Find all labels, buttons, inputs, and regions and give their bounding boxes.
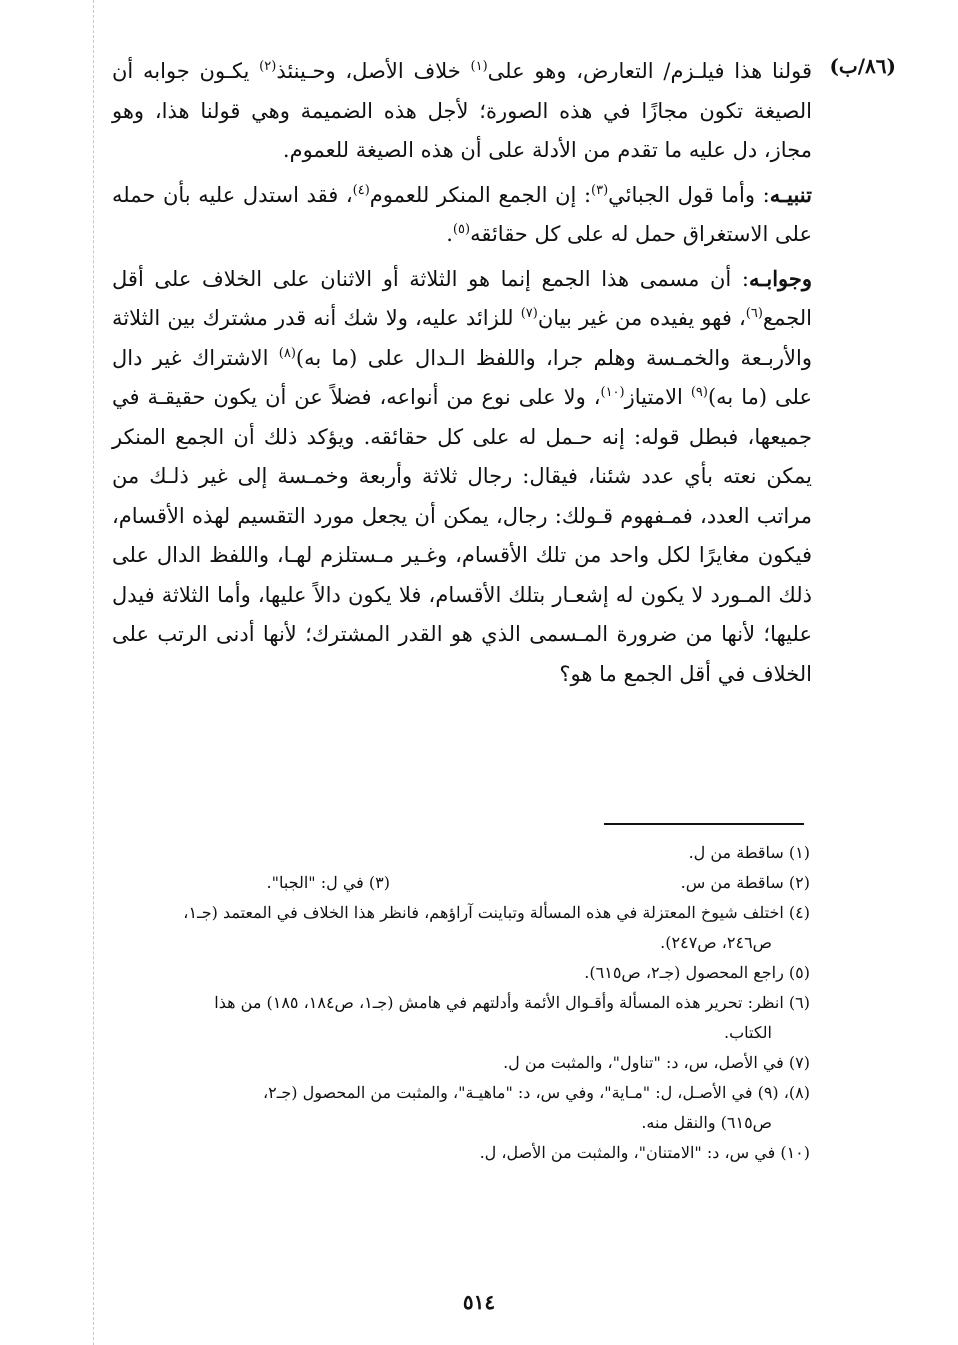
footnote-6-continued: الكتاب.	[723, 1023, 772, 1042]
footnote-1: (١) ساقطة من ل.	[688, 843, 810, 862]
paragraph-1-text-b: خلاف الأصل، وحـينئذ	[276, 59, 471, 83]
scan-artifact-line	[93, 0, 94, 1345]
paragraph-2-lead: تنبيـه	[769, 181, 812, 207]
paragraph-1-text-d: يكـون جوابه أن الصيغة تكون مجازًا في هذه الصورة؛ لأجل هذه الضميمة وهي قولنا هذا، وهو مجاز، دل عليه ما تقدم من الأدلة على أن هذه الصيغة للعموم.	[112, 59, 812, 162]
paragraph-3-text-d: الاشتراك غير دال على (ما به)	[112, 345, 813, 409]
footnote-4-continued: ص٢٤٦، ص٢٤٧).	[660, 933, 772, 952]
paragraph-2-text-d: .	[446, 222, 453, 246]
paragraph-3-text-e: الامتياز	[624, 385, 691, 409]
footnote-ref-7[interactable]: (٧)	[520, 306, 538, 321]
paragraph-2-text-b: : إن الجمع المنكر للعموم	[369, 182, 592, 207]
footnote-3: (٣) في ل: "الجبا".	[266, 873, 390, 892]
footnote-separator	[604, 823, 804, 825]
footnote-ref-3[interactable]: (٣)	[591, 182, 609, 198]
paragraph-3-text-f: ، ولا على نوع من أنواعه، فضلاً عن أن يكون حقيقـة في جميعها، فبطل قوله: إنه حـمل له على كل حقائقه. ويؤكد ذلك أن الجمع المنكر يمكن نعته بأي عدد شئنا، فيقال: رجال ثلاثة وأربعة وخمـسة إلى غير ذلـك من مراتب العدد، فمـفهوم قـولك: رجال، يمكن أن يجعل مورد التقسيم لهذه الأقسام، فيكون مغايرًا لكل واحد من تلك الأقسام، وغـير مـستلزم لهـا، واللفظ الدال على ذلك المـورد لا يكون له إشعـار بتلك الأقسام، فلا يكون دالاً عليها، وأما الثلاثة فيدل عليها؛ لأنها من ضرورة المـسمى الذي هو القدر المشترك؛ لأنها أدنى الرتب على الخلاف في أقل الجمع ما هو؟	[112, 385, 812, 686]
paragraph-3	[112, 259, 812, 695]
footnote-ref-5[interactable]: (٥)	[452, 222, 471, 237]
paragraph-2-text-c: ، فقد استدل عليه بأن حمله على الاستغراق حمل له على كل حقائقه	[112, 182, 812, 246]
footnote-5: (٥) راجع المحصول (جـ٢، ص٦١٥).	[584, 963, 810, 982]
paragraph-3-lead: وجوابـه	[748, 265, 812, 291]
footnote-row-2-3	[112, 868, 810, 898]
footnote-ref-1[interactable]: (١)	[470, 59, 488, 74]
margin-folio-reference: (٨٦/ب)	[829, 54, 896, 78]
footnote-6: (٦) انظر: تحرير هذه المسألة وأقـوال الأئمة وأدلتهم في هامش (جـ١، ص١٨٤، ١٨٥) من هذا	[214, 993, 810, 1012]
footnote-ref-6[interactable]: (٦)	[745, 306, 763, 321]
paragraph-2	[112, 175, 812, 255]
footnote-8-9: (٨)، (٩) في الأصـل، ل: "مـاية"، وفي س، د: "ماهيـة"، والمثبت من المحصول (جـ٢،	[262, 1083, 810, 1102]
paragraph-1-text: قولنا هذا فيلـزم/ التعارض، وهو على	[487, 59, 812, 83]
footnote-10: (١٠) في س، د: "الامتنان"، والمثبت من الأصل، ل.	[479, 1143, 810, 1162]
footnote-4: (٤) اختلف شيوخ المعتزلة في هذه المسألة وتباينت آراؤهم، فانظر هذا الخلاف في المعتمد (جـ١،	[183, 903, 810, 922]
footnote-ref-2[interactable]: (٢)	[259, 59, 277, 74]
footnote-ref-4[interactable]: (٤)	[352, 182, 370, 198]
footnote-ref-8[interactable]: (٨)	[278, 345, 296, 361]
main-text	[112, 52, 812, 694]
paragraph-2-text-a: : وأما قول الجبائي	[608, 182, 770, 207]
footnote-2: (٢) ساقطة من س.	[680, 873, 810, 892]
paragraph-3-text-b: ، فهو يفيده من غير بيان	[537, 306, 746, 330]
footnote-ref-9[interactable]: (٩)	[690, 385, 708, 400]
footnote-ref-10[interactable]: (١٠)	[600, 385, 625, 400]
paragraph-1	[112, 52, 812, 171]
footnote-7: (٧) في الأصل، س، د: "تناول"، والمثبت من ل.	[503, 1053, 810, 1072]
paragraph-3-text-c: للزائد عليه، ولا شك أنه قدر مشترك بين الثلاثة والأربـعة والخمـسة وهلم جرا، واللفظ الـدال على (ما به)	[112, 306, 812, 370]
footnote-8-9-continued: ص٦١٥) والنقل منه.	[641, 1113, 772, 1132]
page-number: ٥١٤	[462, 1290, 496, 1314]
paragraph-3-text-a: : أن مسمى هذا الجمع إنما هو الثلاثة أو الاثنان على الخلاف على أقل الجمع	[112, 266, 812, 330]
footnotes	[112, 838, 810, 1168]
